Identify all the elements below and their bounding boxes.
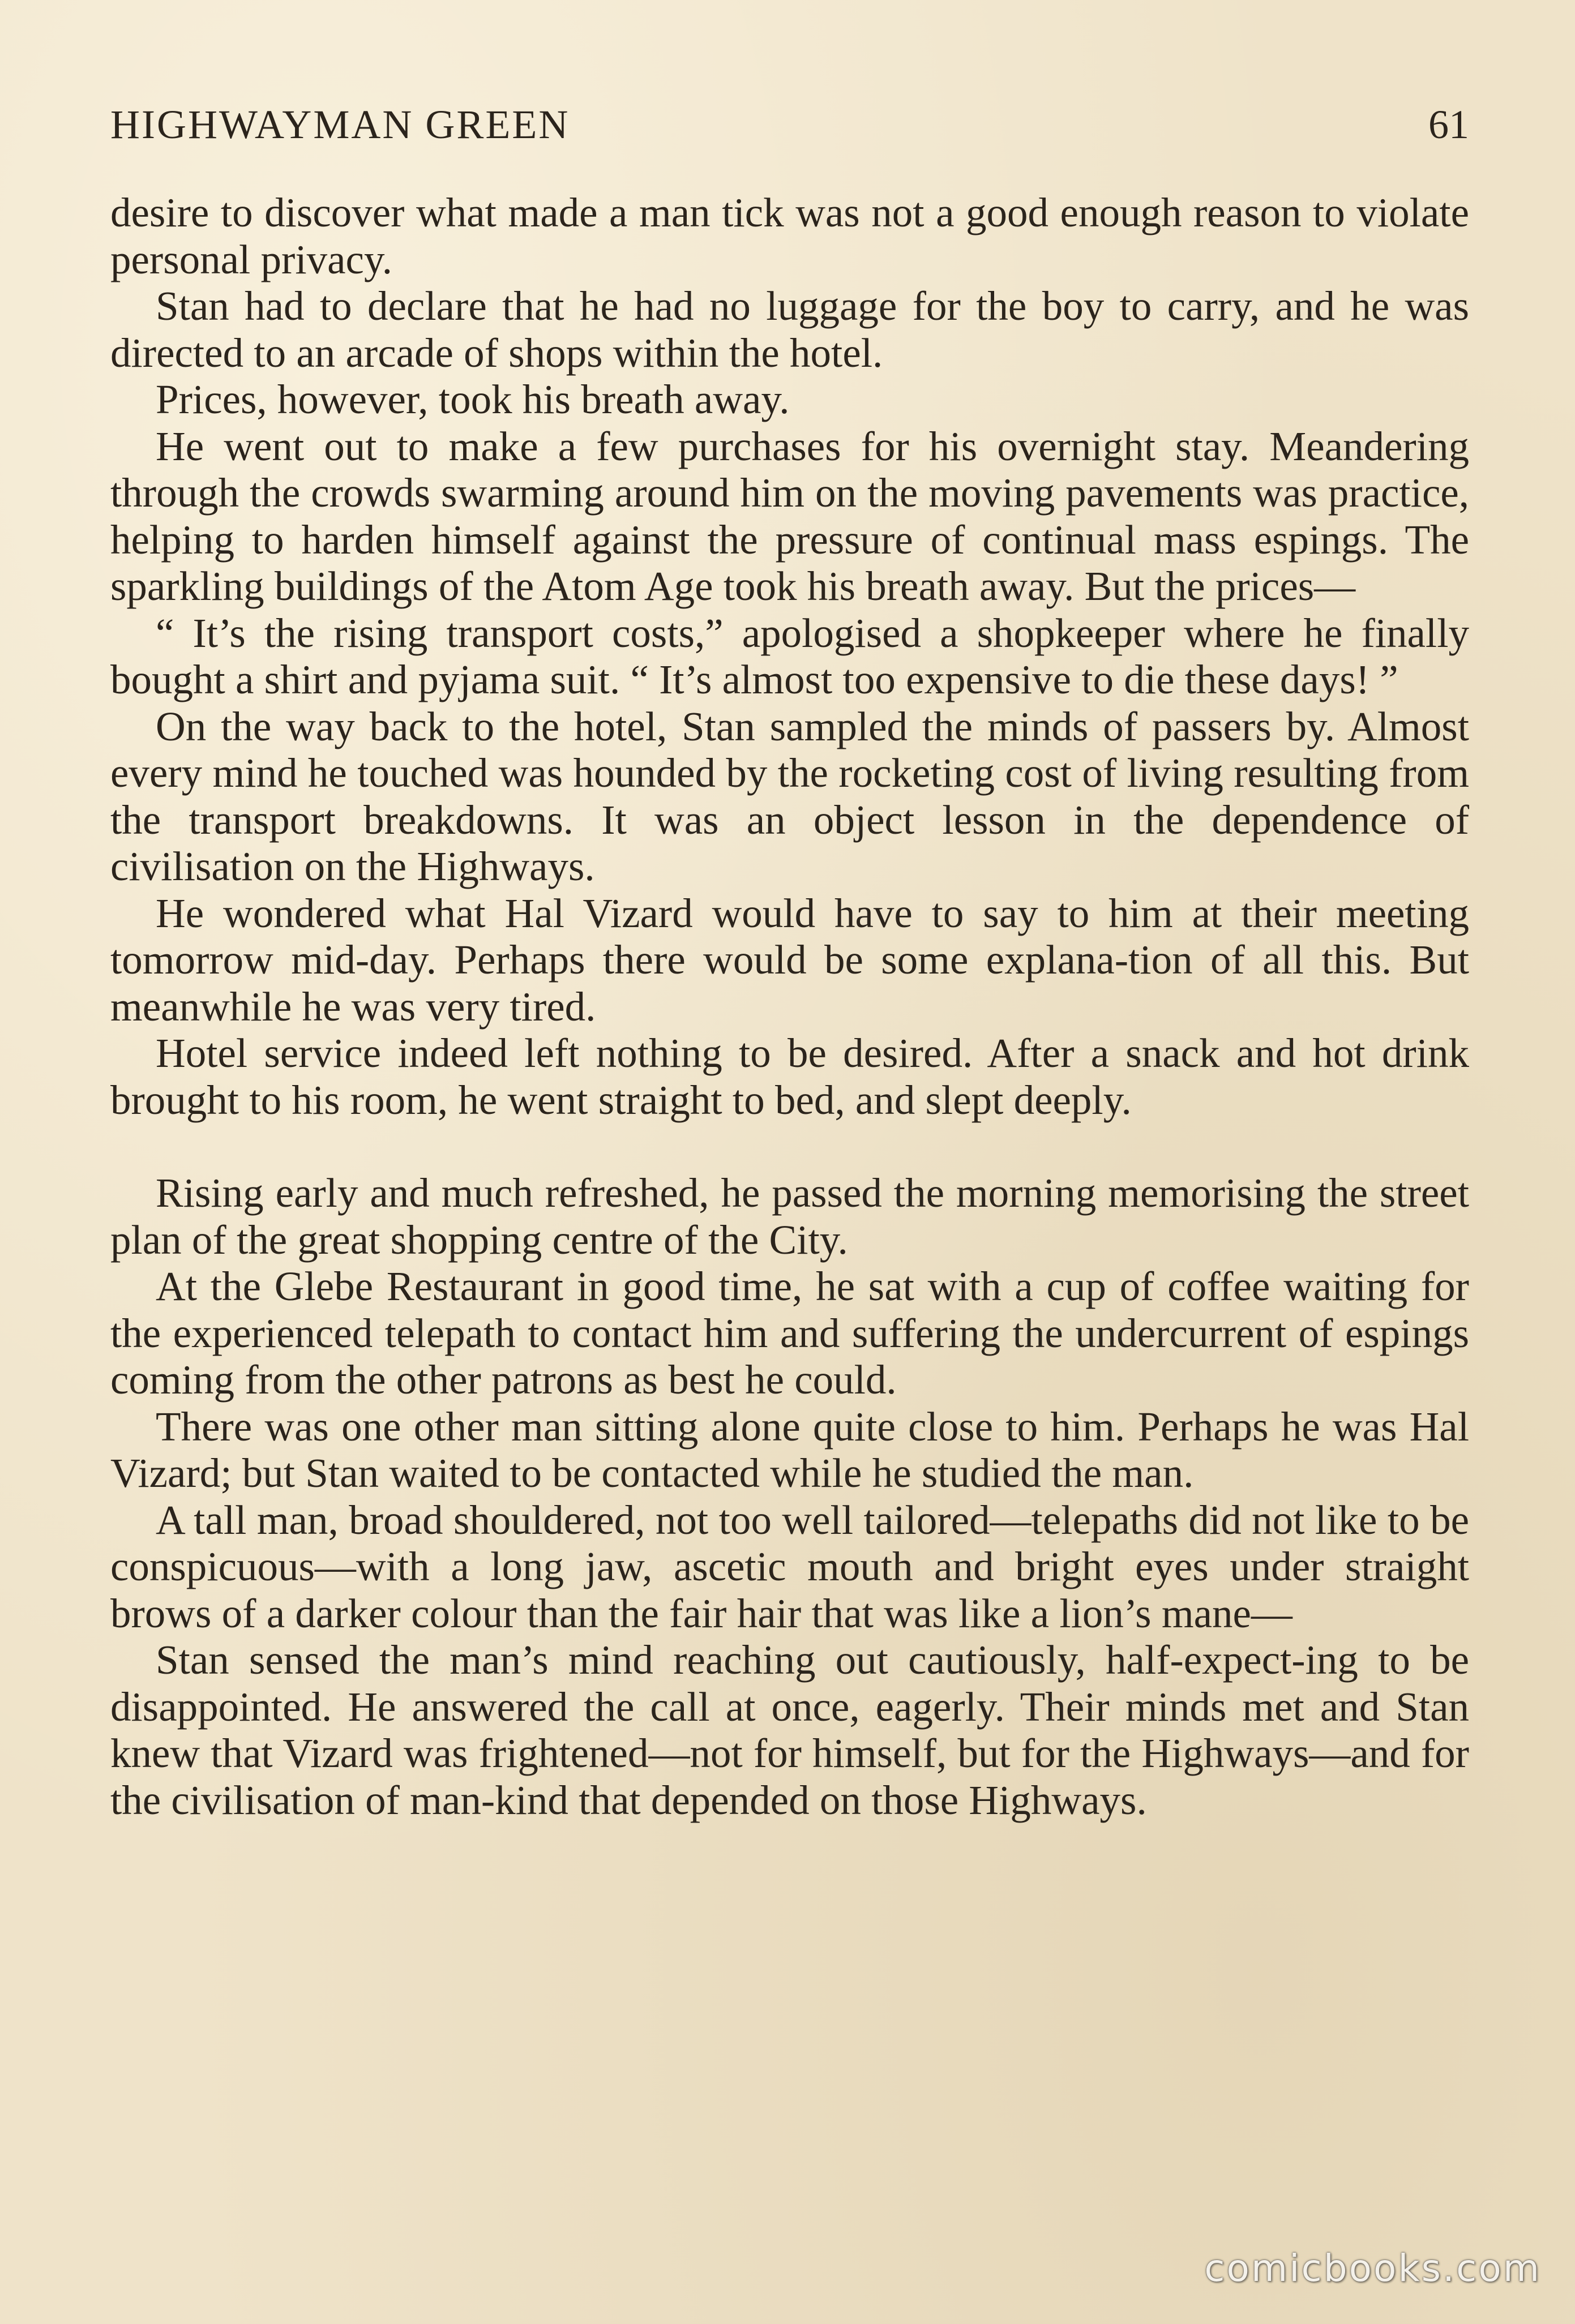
paragraph: Stan sensed the man’s mind reaching out cautiously, half-expect-ing to be disappointed. He answered the call at once, eagerly. Their minds met and Stan knew that Vizard was frightened—not for himself, but for the Highways—and for the civilisation of man-kind that depended on those Highways. bbox=[110, 1637, 1469, 1823]
paragraph: He wondered what Hal Vizard would have to say to him at their meeting tomorrow mid-day. Perhaps there would be some explana-tion of all this. But meanwhile he was very tired. bbox=[110, 890, 1469, 1030]
paragraph: Stan had to declare that he had no luggage for the boy to carry, and he was directed to an arcade of shops within the hotel. bbox=[110, 283, 1469, 376]
paragraph: On the way back to the hotel, Stan sampled the minds of passers by. Almost every mind he touched was hounded by the rocketing cost of living resulting from the transport breakdowns. It was an object lesson in the dependence of civilisation on the Highways. bbox=[110, 703, 1469, 889]
page-header bbox=[110, 99, 1469, 150]
paragraph: There was one other man sitting alone quite close to him. Perhaps he was Hal Vizard; but Stan waited to be contacted while he studied the man. bbox=[110, 1403, 1469, 1496]
paragraph: Hotel service indeed left nothing to be desired. After a snack and hot drink brought to his room, he went straight to bed, and slept deeply. bbox=[110, 1030, 1469, 1123]
watermark: comicbooks.com bbox=[1204, 2246, 1541, 2290]
paragraph: At the Glebe Restaurant in good time, he sat with a cup of coffee waiting for the experienced telepath to contact him and suffering the undercurrent of espings coming from the other patrons as best he could. bbox=[110, 1263, 1469, 1403]
running-head: HIGHWAYMAN GREEN bbox=[110, 102, 570, 147]
body-text bbox=[110, 190, 1469, 1824]
paragraph: “ It’s the rising transport costs,” apologised a shopkeeper where he finally bought a shirt and pyjama suit. “ It’s almost too expensive to die these days! ” bbox=[110, 610, 1469, 702]
paragraph: desire to discover what made a man tick was not a good enough reason to violate personal privacy. bbox=[110, 190, 1469, 282]
paragraph: He went out to make a few purchases for his overnight stay. Meandering through the crowds swarming around him on the moving pavements was practice, helping to harden himself against the pressure of continual mass espings. The sparkling buildings of the Atom Age took his breath away. But the prices— bbox=[110, 423, 1469, 609]
paragraph: A tall man, broad shouldered, not too well tailored—telepaths did not like to be conspicuous—with a long jaw, ascetic mouth and bright eyes under straight brows of a darker colour than the fair hair that was like a lion’s mane— bbox=[110, 1497, 1469, 1636]
page-number: 61 bbox=[1428, 102, 1469, 147]
paragraph: Rising early and much refreshed, he passed the morning memorising the street plan of the great shopping centre of the City. bbox=[110, 1170, 1469, 1263]
paragraph: Prices, however, took his breath away. bbox=[156, 376, 790, 422]
